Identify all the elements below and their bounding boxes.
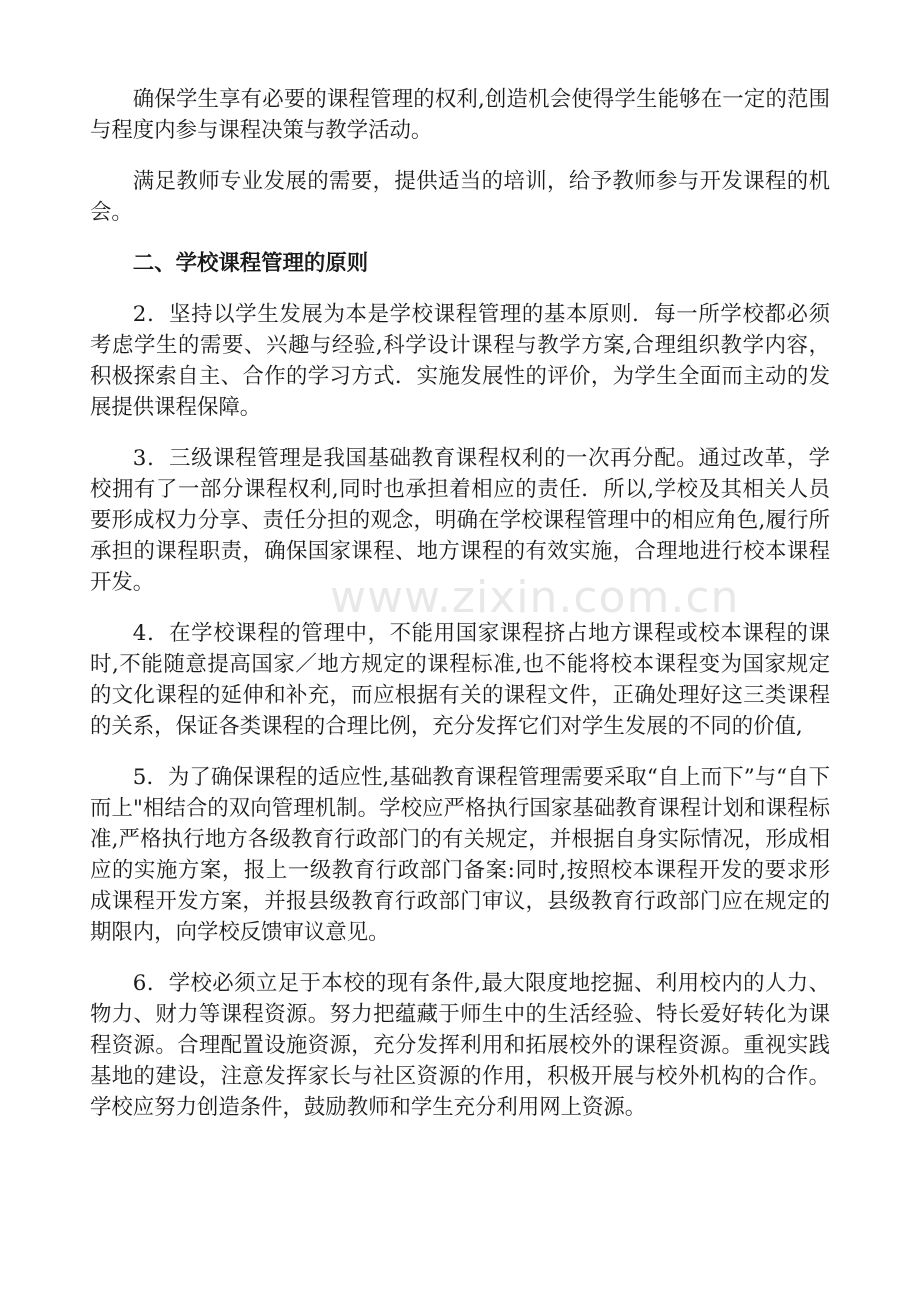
paragraph-principle-6: 6．学校必须立足于本校的现有条件,最大限度地挖掘、利用校内的人力、物力、财力等课程资源。努力把蕴藏于师生中的生活经验、特长爱好转化为课程资源。合理配置设施资源，充分发挥利用和拓展校外的课程资源。重视实践基地的建设，注意发挥家长与社区资源的作用，积极开展与校外机构的合作。学校应努力创造条件，鼓励教师和学生充分利用网上资源。 <box>90 971 830 1120</box>
paragraph-student-rights: 确保学生享有必要的课程管理的权利,创造机会使得学生能够在一定的范围与程度内参与课程决策与教学活动。 <box>90 87 830 143</box>
paragraph-principle-3: 3．三级课程管理是我国基础教育课程权利的一次再分配。通过改革，学校拥有了一部分课程权利,同时也承担着相应的责任．所以,学校及其相关人员要形成权力分享、责任分担的观念，明确在学校课程管理中的相应角色,履行所承担的课程职责，确保国家课程、地方课程的有效实施，合理地进行校本课程开发。 <box>90 446 830 595</box>
paragraph-principle-2: 2．坚持以学生发展为本是学校课程管理的基本原则．每一所学校都必须考虑学生的需要、兴趣与经验,科学设计课程与教学方案,合理组织教学内容，积极探索自主、合作的学习方式．实施发展性的评价，为学生全面而主动的发展提供课程保障。 <box>90 302 830 420</box>
paragraph-teacher-development: 满足教师专业发展的需要，提供适当的培训，给予教师参与开发课程的机会。 <box>90 169 830 225</box>
document-body <box>90 84 830 1143</box>
paragraph-principle-5: 5．为了确保课程的适应性,基础教育课程管理需要采取“自上而下”与“自下而上"相结合的双向管理机制。学校应严格执行国家基础教育课程计划和课程标准,严格执行地方各级教育行政部门的有关规定，并根据自身实际情况，形成相应的实施方案，报上一级教育行政部门备案:同时,按照校本课程开发的要求形成课程开发方案，并报县级教育行政部门审议，县级教育行政部门应在规定的期限内，向学校反馈审议意见。 <box>90 765 830 945</box>
section-heading: 二、学校课程管理的原则 <box>132 251 369 276</box>
paragraph-principle-4: 4．在学校课程的管理中，不能用国家课程挤占地方课程或校本课程的课时,不能随意提高国家／地方规定的课程标准,也不能将校本课程变为国家规定的文化课程的延伸和补充，而应根据有关的课程文件，正确处理好这三类课程的关系，保证各类课程的合理比例，充分发挥它们对学生发展的不同的价值, <box>90 621 830 739</box>
watermark: www.zixin.com.cn <box>330 572 740 623</box>
